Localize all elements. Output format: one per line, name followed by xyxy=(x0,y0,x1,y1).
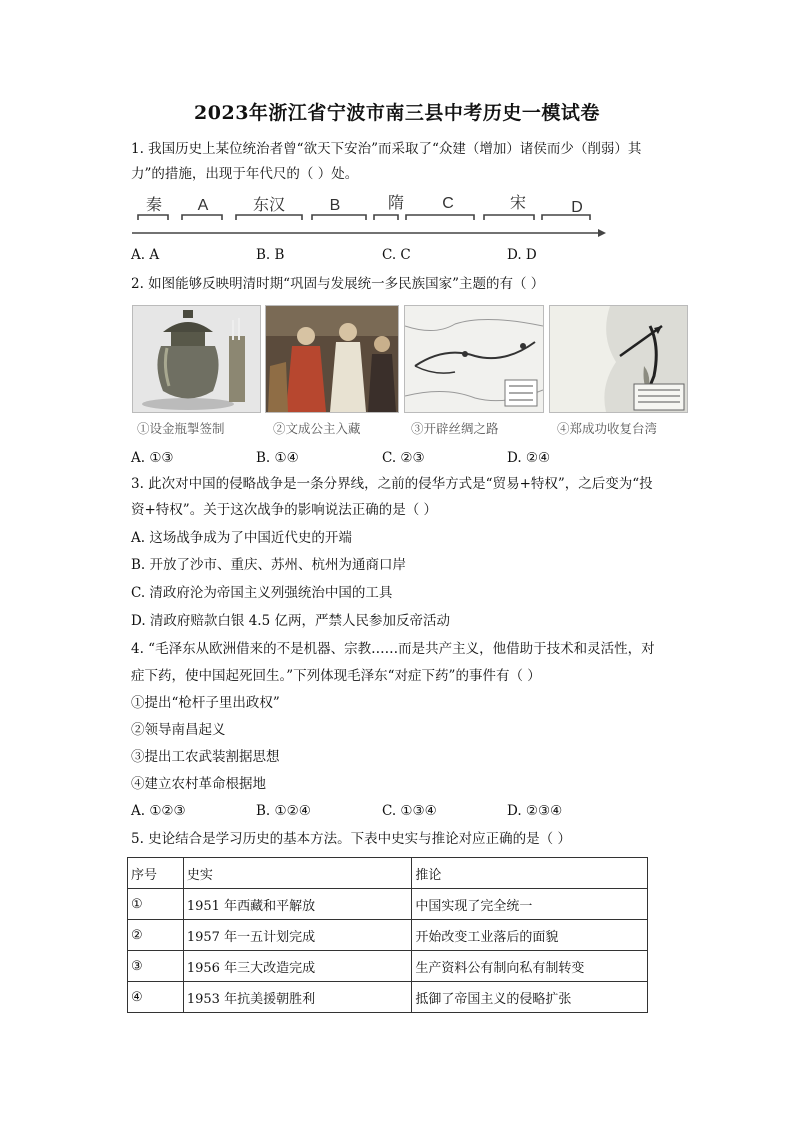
q1-option-d[interactable]: D. D xyxy=(507,247,537,263)
q2-option-d[interactable]: D. ②④ xyxy=(507,450,551,466)
timeline-label: 宋 xyxy=(509,195,527,212)
q3-option-b[interactable]: B. 开放了沙市、重庆、苏州、杭州为通商口岸 xyxy=(131,557,407,573)
princess-wencheng-painting xyxy=(265,305,399,413)
timeline-label: 隋 xyxy=(387,195,405,212)
q4-option-c[interactable]: C. ①③④ xyxy=(382,803,437,819)
timeline-label: A xyxy=(197,197,209,214)
table-cell: ③ xyxy=(128,951,184,982)
q4-item-4: ④建立农村革命根据地 xyxy=(131,776,266,792)
timeline-brackets xyxy=(138,215,590,220)
table-header-row xyxy=(128,858,648,889)
table-cell: 1956 年三大改造完成 xyxy=(183,951,411,982)
q2-option-a[interactable]: A. ①③ xyxy=(131,450,174,466)
table-cell: 1953 年抗美援朝胜利 xyxy=(183,982,411,1013)
q4-stem-line1: 4. “毛泽东从欧洲借来的不是机器、宗教……而是共产主义，他借助于技术和灵活性，对 xyxy=(131,641,655,657)
timeline-label: B xyxy=(329,197,341,214)
q4-option-b[interactable]: B. ①②④ xyxy=(256,803,311,819)
timeline-arrow xyxy=(598,229,606,237)
q4-item-1: ①提出“枪杆子里出政权” xyxy=(131,695,280,711)
q1-option-b[interactable]: B. B xyxy=(256,247,285,263)
table-row xyxy=(128,982,648,1013)
table-header-cell: 史实 xyxy=(183,858,411,889)
q4-item-2: ②领导南昌起义 xyxy=(131,722,226,738)
q2-option-c[interactable]: C. ②③ xyxy=(382,450,425,466)
q3-option-c[interactable]: C. 清政府沦为帝国主义列强统治中国的工具 xyxy=(131,585,393,601)
history-table xyxy=(127,857,648,1013)
q4-option-a[interactable]: A. ①②③ xyxy=(131,803,186,819)
table-cell: ④ xyxy=(128,982,184,1013)
q5-stem: 5. 史论结合是学习历史的基本方法。下表中史实与推论对应正确的是（ ） xyxy=(131,831,571,847)
page-title: 2023年浙江省宁波市南三县中考历史一模试卷 xyxy=(194,102,600,124)
table-row xyxy=(128,951,648,982)
table-cell: 中国实现了完全统一 xyxy=(412,889,648,920)
q4-item-3: ③提出工农武装割据思想 xyxy=(131,749,280,765)
table-cell: 开始改变工业落后的面貌 xyxy=(412,920,648,951)
q3-option-d[interactable]: D. 清政府赔款白银 4.5 亿两，严禁人民参加反帝活动 xyxy=(131,613,450,629)
timeline-ruler xyxy=(128,188,608,238)
table-cell: ① xyxy=(128,889,184,920)
table-row xyxy=(128,920,648,951)
timeline-label: D xyxy=(571,199,583,216)
table-cell: 生产资料公有制向私有制转变 xyxy=(412,951,648,982)
silk-road-map xyxy=(404,305,544,413)
table-header-cell: 推论 xyxy=(412,858,648,889)
q1-option-c[interactable]: C. C xyxy=(382,247,411,263)
q1-stem-line1: 1. 我国历史上某位统治者曾“欲天下安治”而采取了“众建（增加）诸侯而少（削弱）其 xyxy=(131,141,642,157)
q1-option-a[interactable]: A. A xyxy=(131,247,160,263)
q1-stem-line2: 力”的措施，出现于年代尺的（ ）处。 xyxy=(131,166,359,182)
image-caption-4: ④郑成功收复台湾 xyxy=(557,421,658,436)
table-cell: 1957 年一五计划完成 xyxy=(183,920,411,951)
image-caption-2: ②文成公主入藏 xyxy=(273,421,361,436)
q3-option-a[interactable]: A. 这场战争成为了中国近代史的开端 xyxy=(131,530,352,546)
table-cell: 抵御了帝国主义的侵略扩张 xyxy=(412,982,648,1013)
image-caption-1: ①设金瓶掣签制 xyxy=(137,421,225,436)
timeline-label: 秦 xyxy=(145,197,163,214)
table-cell: ② xyxy=(128,920,184,951)
q4-option-d[interactable]: D. ②③④ xyxy=(507,803,563,819)
q2-option-b[interactable]: B. ①④ xyxy=(256,450,299,466)
image-caption-3: ③开辟丝绸之路 xyxy=(411,421,499,436)
golden-urn-image xyxy=(132,305,261,413)
table-header-cell: 序号 xyxy=(128,858,184,889)
q3-stem-line2: 资+特权”。关于这次战争的影响说法正确的是（ ） xyxy=(131,502,438,518)
table-row xyxy=(128,889,648,920)
table-cell: 1951 年西藏和平解放 xyxy=(183,889,411,920)
q2-stem: 2. 如图能够反映明清时期“巩固与发展统一多民族国家”主题的有（ ） xyxy=(131,276,545,292)
timeline-label: C xyxy=(442,195,454,212)
q4-stem-line2: 症下药，使中国起死回生。”下列体现毛泽东“对症下药”的事件有（ ） xyxy=(131,668,541,684)
timeline-label: 东汉 xyxy=(252,197,286,214)
q3-stem-line1: 3. 此次对中国的侵略战争是一条分界线，之前的侵华方式是“贸易+特权”，之后变为“投 xyxy=(131,476,653,492)
taiwan-recovery-map xyxy=(549,305,688,413)
